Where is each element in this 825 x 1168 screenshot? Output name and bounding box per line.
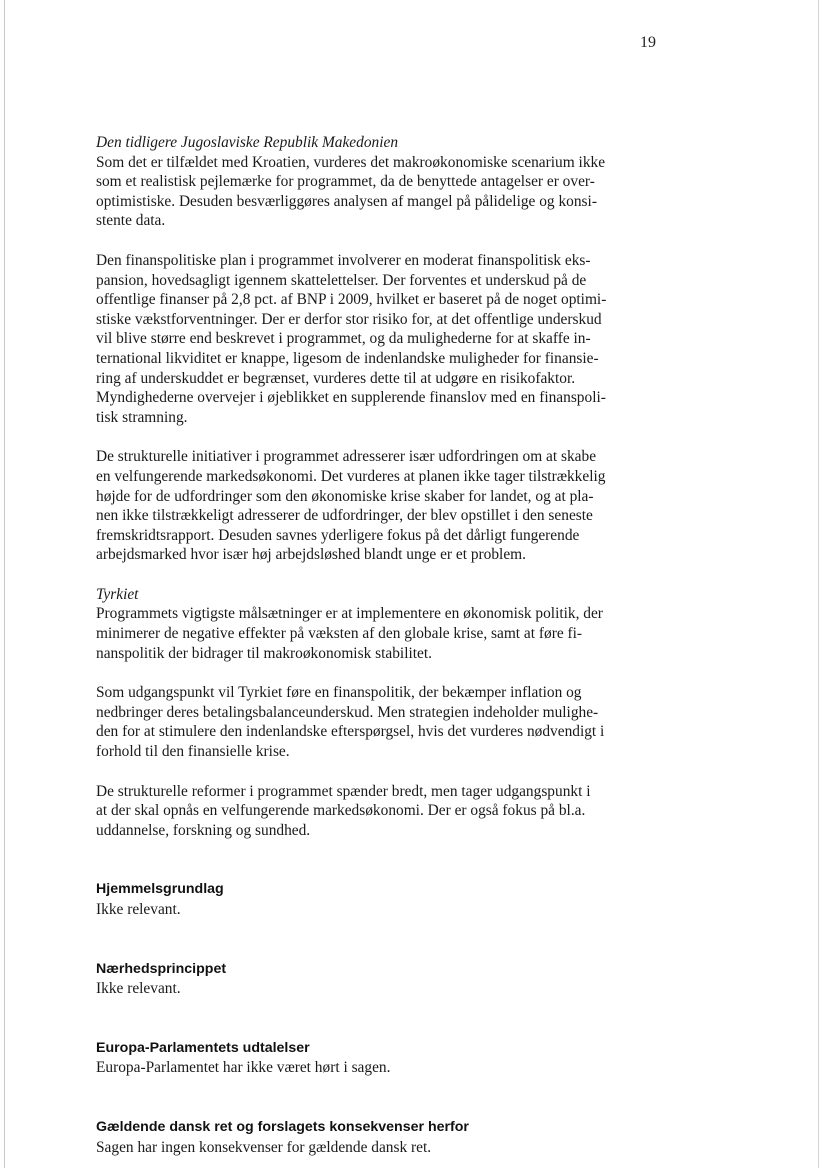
section-title-makedonien: Den tidligere Jugoslaviske Republik Makedonien <box>96 134 399 151</box>
heading-text: Europa-Parlamentet har ikke været hørt i sagen. <box>96 1059 391 1077</box>
heading-text: Sagen har ingen konsekvenser for gældende dansk ret. <box>96 1138 432 1156</box>
heading-block-gaeldende-dansk-ret <box>96 1118 636 1157</box>
heading-gaeldende-dansk-ret: Gældende dansk ret og forslagets konsekvenser herfor <box>96 1118 469 1135</box>
paragraph: Som udgangspunkt vil Tyrkiet føre en finanspolitik, der bekæmper inflation og nedbringer deres betalingsbalanceunderskud. Men strategien indeholder mulighe- den for at stimulere den indenlandske efterspørgsel, hvis det vurderes nødvendigt i forhold til den finansielle krise. <box>96 684 605 761</box>
paragraph: Som det er tilfældet med Kroatien, vurderes det makroøkonomiske scenarium ikke som et realistisk pejlemærke for programmet, da de benyttede antagelser er over- optimistiske. Desuden besværliggøres analysen af mangel på pålidelige og konsi- stente data. <box>96 153 606 230</box>
paragraph: De strukturelle initiativer i programmet adresserer især udfordringen om at skabe en velfungerende markedsøkonomi. Det vurderes at planen ikke tager tilstrækkelig højde for de udfordringer som den økonomiske krise skaber for landet, og at pla- nen ikke tilstrækkeligt adresserer de udfordringer, der blev opstillet i den seneste fremskridtsrapport. Desuden savnes yderligere fokus på det dårligt fungerende arbejdsmarked hvor især høj arbejdsløshed blandt unge er et problem. <box>96 448 606 564</box>
document-body <box>96 133 636 1157</box>
heading-text: Ikke relevant. <box>96 980 181 998</box>
scan-left-edge <box>4 0 5 1168</box>
heading-text: Ikke relevant. <box>96 901 181 918</box>
page-number: 19 <box>640 34 656 51</box>
heading-naerhedsprincippet: Nærhedsprincippet <box>96 960 227 977</box>
section-title-tyrkiet: Tyrkiet <box>96 585 139 603</box>
heading-block-europa-parlamentet <box>96 1039 636 1078</box>
paragraph: Den finanspolitiske plan i programmet involverer en moderat finanspolitisk eks- pansion, hovedsagligt igennem skattelettelser. Der forventes et underskud på de offentlige finanser på 2,8 pct. af BNP i 2009, hvilket er baseret på de noget optimi- stiske vækstforventninger. Der er derfor stor risiko for, at det offentlige underskud vil blive større end beskrevet i programmet, og da mulighederne for at skaffe in- ternational likviditet er knappe, ligesom de indenlandske muligheder for finansie- ring af underskuddet er begrænset, vurderes dette til at udgøre en risikofaktor. Myndighederne overvejer i øjeblikket en supplerende finanslov med en finanspoli- tisk stramning. <box>96 251 607 426</box>
heading-block-hjemmelsgrundlag <box>96 880 636 919</box>
paragraph: De strukturelle reformer i programmet spænder bredt, men tager udgangspunkt i at der skal opnås en velfungerende markedsøkonomi. Der er også fokus på bl.a. uddannelse, forskning og sundhed. <box>96 782 591 839</box>
scan-right-edge <box>818 0 819 1168</box>
paragraph: Programmets vigtigste målsætninger er at implementere en økonomisk politik, der minimerer de negative effekter på væksten af den globale krise, samt at føre fi- nanspolitik der bidrager til makroøkonomisk stabilitet. <box>96 605 603 662</box>
heading-europa-parlamentet: Europa-Parlamentets udtalelser <box>96 1039 310 1056</box>
heading-block-naerhedsprincippet <box>96 960 636 999</box>
heading-hjemmelsgrundlag: Hjemmelsgrundlag <box>96 881 224 898</box>
